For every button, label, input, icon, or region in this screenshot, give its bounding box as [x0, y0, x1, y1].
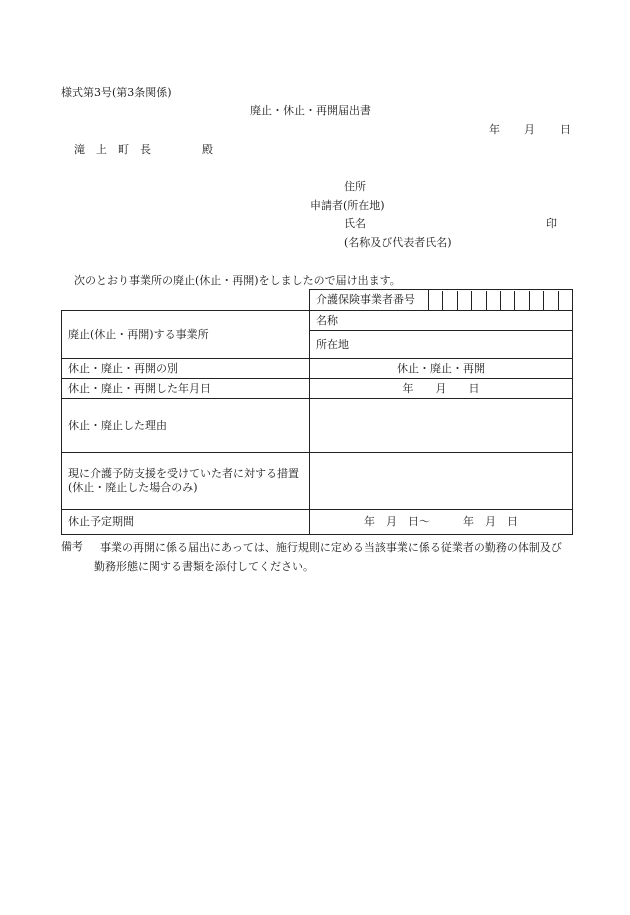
insurer-number-digit-box[interactable]	[471, 291, 485, 310]
blank-corner-cell	[62, 290, 310, 311]
honorific: 殿	[202, 143, 213, 156]
period-label: 休止予定期間	[62, 510, 310, 535]
document-title: 廃止・休止・再開届出書	[250, 104, 371, 117]
measures-field[interactable]	[310, 453, 573, 510]
date-value[interactable]: 年 月 日	[310, 379, 573, 399]
insurer-number-digit-box[interactable]	[486, 291, 500, 310]
facility-name-field[interactable]: 名称	[310, 311, 573, 331]
insurer-number-digit-box[interactable]	[457, 291, 471, 310]
date-day-label: 日	[560, 123, 571, 136]
date-label: 休止・廃止・再開した年月日	[62, 379, 310, 399]
remarks-text: 事業の再開に係る届出にあっては、施行規則に定める当該事業に係る従業者の勤務の体制及び勤務形態に関する書類を添付してください。	[94, 541, 562, 573]
measures-label: 現に介護予防支援を受けていた者に対する措置(休止・廃止した場合のみ)	[62, 453, 310, 510]
address-label: 住所	[344, 180, 366, 193]
seal-label: 印	[546, 217, 557, 230]
insurer-number-boxes[interactable]	[429, 290, 573, 311]
reason-label: 休止・廃止した理由	[62, 399, 310, 453]
insurer-number-digit-box[interactable]	[558, 291, 572, 310]
name-note: (名称及び代表者氏名)	[344, 236, 452, 249]
reason-field[interactable]	[310, 399, 573, 453]
date-year-label: 年	[489, 123, 500, 136]
insurer-number-digit-box[interactable]	[429, 291, 442, 310]
remarks-label: 備考	[61, 540, 83, 553]
facility-address-field[interactable]: 所在地	[310, 331, 573, 359]
insurer-number-digit-box[interactable]	[543, 291, 557, 310]
date-month-label: 月	[524, 123, 535, 136]
intro-text: 次のとおり事業所の廃止(休止・再開)をしましたので届け出ます。	[74, 274, 401, 287]
insurer-number-digit-box[interactable]	[500, 291, 514, 310]
addressee: 滝 上 町 長	[74, 143, 151, 156]
insurer-number-label: 介護保険事業者番号	[310, 290, 429, 311]
insurer-number-digit-box[interactable]	[442, 291, 456, 310]
applicant-label: 申請者(所在地)	[310, 199, 385, 212]
period-value[interactable]: 年 月 日〜 年 月 日	[310, 510, 573, 535]
form-number: 様式第3号(第3条関係)	[61, 86, 172, 99]
type-value[interactable]: 休止・廃止・再開	[310, 359, 573, 379]
insurer-number-digit-box[interactable]	[514, 291, 528, 310]
type-label: 休止・廃止・再開の別	[62, 359, 310, 379]
facility-label: 廃止(休止・再開)する事業所	[62, 311, 310, 359]
form-table	[61, 289, 573, 535]
insurer-number-digit-box[interactable]	[529, 291, 543, 310]
name-label: 氏名	[344, 217, 366, 230]
